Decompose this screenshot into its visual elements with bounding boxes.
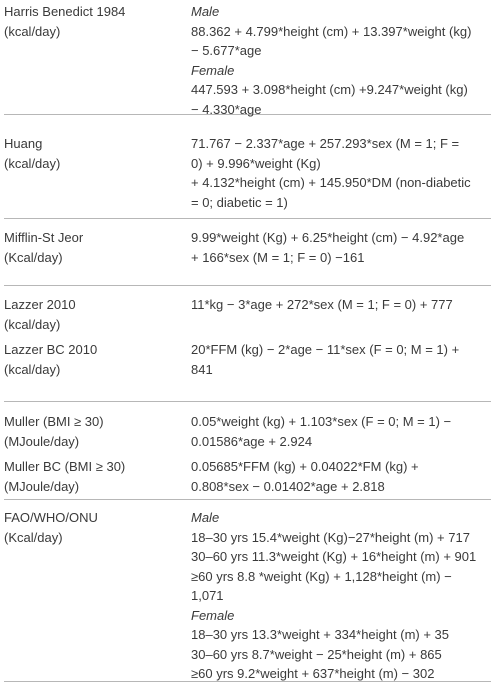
equation-unit: (Kcal/day) (4, 529, 63, 545)
formula-line: 30–60 yrs 11.3*weight (Kg) + 16*height (m) + 901 (191, 549, 477, 564)
formula-subheading: Female (191, 607, 235, 623)
equation-name-cell (4, 228, 191, 267)
formula-line: 11*kg − 3*age + 272*sex (M = 1; F = 0) + 777 (191, 297, 453, 312)
table-row (4, 2, 491, 119)
table-group (4, 115, 491, 219)
equation-name: Lazzer BC 2010 (4, 342, 98, 357)
equation-formula-cell (191, 2, 491, 119)
formula-line: 447.593 + 3.098*height (cm) +9.247*weight (kg) (191, 82, 468, 97)
formula-line: 1,071 (191, 588, 224, 603)
table-row (4, 457, 491, 496)
equation-unit: (kcal/day) (4, 361, 61, 377)
equation-name: Muller BC (BMI ≥ 30) (4, 459, 126, 474)
equation-formula-cell (191, 134, 491, 212)
equation-formula-cell (191, 340, 491, 379)
equation-unit: (MJoule/day) (4, 433, 80, 449)
formula-line: 71.767 − 2.337*age + 257.293*sex (M = 1; F = (191, 136, 460, 151)
formula-subheading: Male (191, 4, 220, 19)
formula-line: 0.01586*age + 2.924 (191, 433, 313, 449)
formula-line: 18–30 yrs 15.4*weight (Kg)−27*height (m) + 717 (191, 529, 470, 545)
formula-line: 0.05685*FFM (kg) + 0.04022*FM (kg) + (191, 459, 419, 474)
equation-name-cell (4, 134, 191, 212)
formula-line: − 4.330*age (191, 101, 262, 117)
equation-name-cell (4, 412, 191, 451)
equation-unit: (kcal/day) (4, 316, 61, 332)
table-group (4, 500, 491, 682)
equation-name-cell (4, 508, 191, 684)
equation-name: Harris Benedict 1984 (4, 4, 126, 19)
formula-subheading: Female (191, 62, 235, 78)
table-group (4, 219, 491, 286)
formula-line: ≥60 yrs 9.2*weight + 637*height (m) − 302 (191, 666, 435, 681)
equation-name-cell (4, 2, 191, 119)
equation-name-cell (4, 457, 191, 496)
table-row (4, 340, 491, 379)
equation-name: Lazzer 2010 (4, 297, 76, 312)
equation-formula-cell (191, 508, 491, 684)
table-group (4, 0, 491, 115)
table-group (4, 402, 491, 500)
formula-line: − 5.677*age (191, 43, 262, 58)
formula-line: + 166*sex (M = 1; F = 0) −161 (191, 249, 365, 265)
formula-line: 88.362 + 4.799*height (cm) + 13.397*weight (kg) (191, 23, 472, 39)
formula-line: 20*FFM (kg) − 2*age − 11*sex (F = 0; M = 1) + (191, 342, 460, 357)
equation-name-cell (4, 340, 191, 379)
table-row (4, 134, 491, 212)
formula-line: ≥60 yrs 8.8 *weight (Kg) + 1,128*height (m) − (191, 568, 452, 584)
equation-unit: (MJoule/day) (4, 478, 80, 494)
equation-formula-cell (191, 295, 491, 334)
equation-formula-cell (191, 457, 491, 496)
equation-unit: (kcal/day) (4, 23, 61, 39)
equation-unit: (Kcal/day) (4, 249, 63, 265)
formula-line: + 4.132*height (cm) + 145.950*DM (non-diabetic (191, 175, 471, 190)
equation-name-cell (4, 295, 191, 334)
equation-name: Mifflin-St Jeor (4, 230, 84, 245)
equation-formula-cell (191, 412, 491, 451)
formula-line: 18–30 yrs 13.3*weight + 334*height (m) + 35 (191, 627, 450, 642)
table-row (4, 295, 491, 334)
formula-line: 0.808*sex − 0.01402*age + 2.818 (191, 478, 385, 494)
equation-name: Huang (4, 136, 43, 151)
table-row (4, 412, 491, 451)
equation-name: Muller (BMI ≥ 30) (4, 414, 104, 429)
equation-name: FAO/WHO/ONU (4, 510, 98, 525)
formula-line: 9.99*weight (Kg) + 6.25*height (cm) − 4.92*age (191, 230, 465, 245)
formula-line: = 0; diabetic = 1) (191, 194, 288, 210)
formula-subheading: Male (191, 510, 220, 525)
table-group (4, 286, 491, 402)
equation-unit: (kcal/day) (4, 155, 61, 171)
formula-line: 841 (191, 361, 213, 377)
table-row (4, 228, 491, 267)
formula-line: 0) + 9.996*weight (Kg) (191, 155, 321, 171)
equation-formula-cell (191, 228, 491, 267)
formula-line: 0.05*weight (kg) + 1.103*sex (F = 0; M = 1) − (191, 414, 452, 429)
table-row (4, 508, 491, 684)
formula-line: 30–60 yrs 8.7*weight − 25*height (m) + 865 (191, 646, 442, 662)
